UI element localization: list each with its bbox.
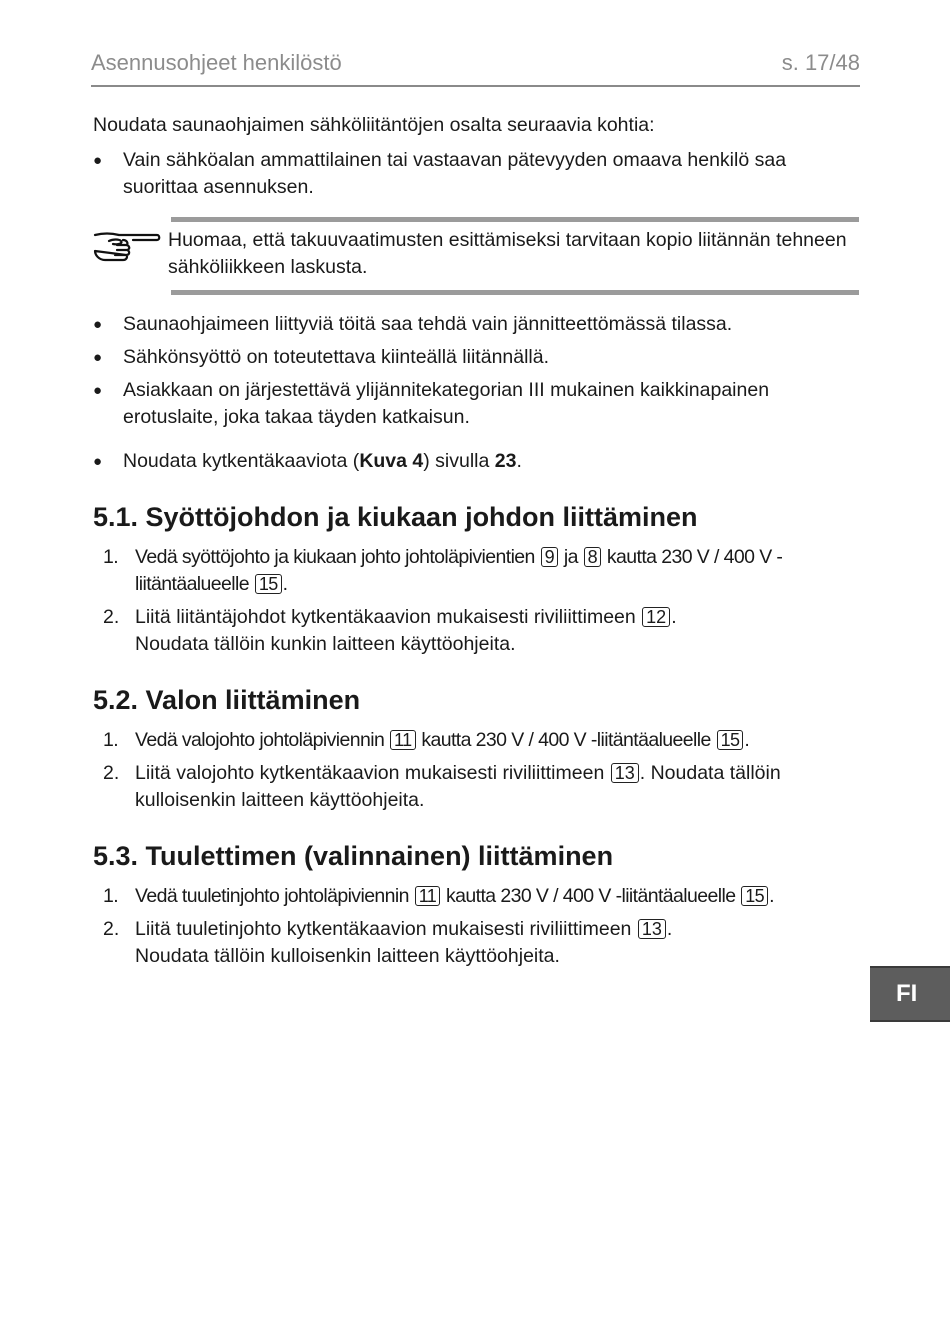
bullet-item: ● Sähkönsyöttö on toteutettava kiinteällä liitännällä. xyxy=(93,344,859,371)
callout-ref: 11 xyxy=(390,730,416,750)
language-tab: FI xyxy=(870,966,950,1022)
step-item: 1. Vedä tuuletinjohto johtoläpiviennin 11 kautta 230 V / 400 V -liitäntäalueelle 15 . xyxy=(103,885,774,907)
step-item: 2. Liitä valojohto kytkentäkaavion mukaisesti riviliittimeen 13 . Noudata tällöin kulloisenkin laitteen käyttöohjeita. xyxy=(103,762,781,811)
section-heading: 5.3. Tuulettimen (valinnainen) liittäminen xyxy=(93,841,614,871)
callout-ref: 13 xyxy=(611,763,639,783)
section-heading: 5.2. Valon liittäminen xyxy=(93,685,361,715)
page-content xyxy=(93,112,859,970)
callout-ref: 9 xyxy=(541,547,558,567)
pointing-hand-icon xyxy=(93,227,161,263)
bullet-item-diagram: ● Noudata kytkentäkaaviota (Kuva 4) sivulla 23. xyxy=(93,448,859,475)
bullet-list xyxy=(93,311,859,475)
step-item: 2. Liitä tuuletinjohto kytkentäkaavion mukaisesti riviliittimeen 13 . Noudata tällöin kulloisenkin laitteen käyttöohjeita. xyxy=(103,918,673,967)
section-heading: 5.1. Syöttöjohdon ja kiukaan johdon liittäminen xyxy=(93,502,698,532)
callout-ref: 13 xyxy=(638,919,666,939)
bullet-item: ● Vain sähköalan ammattilainen tai vastaavan pätevyyden omaava henkilö saa suorittaa asennuksen. xyxy=(93,147,859,201)
header-title: Asennusohjeet henkilöstö xyxy=(91,50,342,75)
figure-reference: Kuva 4 xyxy=(359,450,424,472)
step-item: 1. Vedä valojohto johtoläpiviennin 11 kautta 230 V / 400 V -liitäntäalueelle 15 . xyxy=(103,729,750,751)
callout-ref: 15 xyxy=(255,574,282,594)
page-reference: 23 xyxy=(494,450,517,472)
note-divider-top xyxy=(171,217,859,222)
page-header xyxy=(91,48,860,87)
bullet-item: ● Asiakkaan on järjestettävä ylijännitekategorian III mukainen kaikkinapainen erotuslaite, joka takaa täyden katkaisun. xyxy=(93,377,859,431)
intro-text: Noudata saunaohjaimen sähköliitäntöjen osalta seuraavia kohtia: xyxy=(93,114,655,136)
callout-ref: 8 xyxy=(584,547,601,567)
step-item: 1. Vedä syöttöjohto ja kiukaan johto johtoläpivientien 9 ja 8 kautta 230 V / 400 V -liitäntäalueelle 15 . xyxy=(103,546,783,595)
note-text: Huomaa, että takuuvaatimusten esittämiseksi tarvitaan kopio liitännän tehneen sähköliikkeen laskusta. xyxy=(168,229,847,278)
bullet-item: ● Saunaohjaimeen liittyviä töitä saa tehdä vain jännitteettömässä tilassa. xyxy=(93,311,859,338)
note-divider-bottom xyxy=(171,290,859,295)
callout-ref: 15 xyxy=(741,886,768,906)
callout-ref: 12 xyxy=(642,607,670,627)
page-number: s. 17/48 xyxy=(781,50,860,75)
note-box xyxy=(93,223,859,287)
callout-ref: 15 xyxy=(717,730,744,750)
callout-ref: 11 xyxy=(415,886,441,906)
step-item: 2. Liitä liitäntäjohdot kytkentäkaavion mukaisesti riviliittimeen 12 . Noudata tällöin kunkin laitteen käyttöohjeita. xyxy=(103,606,677,655)
